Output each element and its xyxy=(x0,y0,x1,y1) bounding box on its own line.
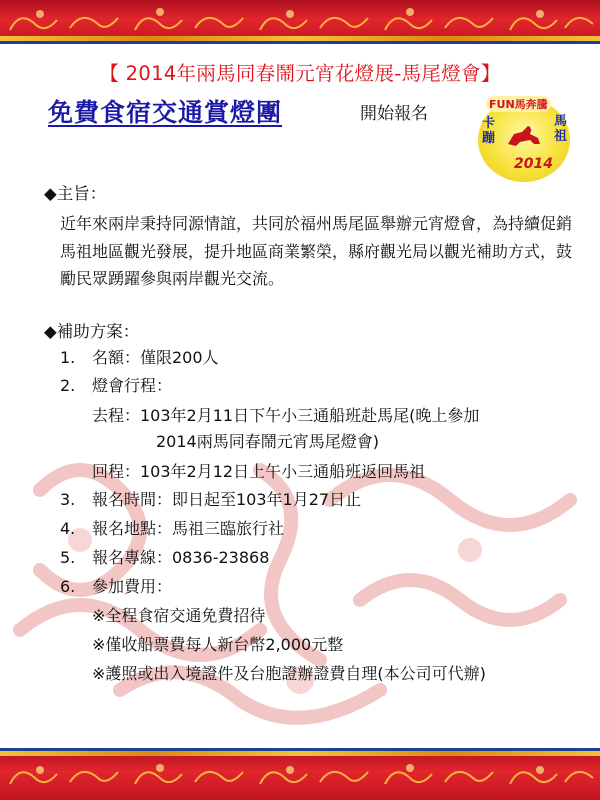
purpose-heading: ◆主旨： xyxy=(44,184,107,203)
registration-open-label: 開始報名 xyxy=(360,104,428,124)
main-title: 免費食宿交通賞燈團 xyxy=(48,98,283,127)
bottom-decorative-border xyxy=(0,748,600,800)
purpose-paragraph: 近年來兩岸秉持同源情誼，共同於福州馬尾區舉辦元宵燈會，為持續促銷馬祖地區觀光發展，提升地區商業繁榮，縣府觀光局以觀光補助方式，鼓勵民眾踴躍參與兩岸觀光交流。 xyxy=(60,214,573,288)
quota-text: 名額：僅限200人 xyxy=(92,348,219,367)
list-item xyxy=(60,487,361,513)
list-item xyxy=(60,516,284,542)
registration-period-text: 報名時間：即日起至103年1月27日止 xyxy=(92,490,362,509)
item-number: 3. xyxy=(60,490,76,509)
list-item xyxy=(60,574,172,600)
list-item xyxy=(60,373,172,399)
item-number: 4. xyxy=(60,519,76,538)
item-number: 2. xyxy=(60,376,76,395)
logo-banner: FUN馬奔騰 xyxy=(486,96,551,112)
list-item xyxy=(60,345,219,371)
list-item xyxy=(60,545,269,571)
event-title: 【 2014年兩馬同春鬧元宵花燈展-馬尾燈會】 xyxy=(99,62,501,85)
cloud-pattern xyxy=(0,748,600,800)
top-decorative-border xyxy=(0,0,600,44)
registration-location-text: 報名地點：馬祖三臨旅行社 xyxy=(92,519,285,538)
fee-note-2: ※僅收船票費每人新台幣2,000元整 xyxy=(92,635,344,654)
plan-heading: ◆補助方案： xyxy=(44,322,140,341)
blue-stripe xyxy=(0,41,600,44)
logo-year: 2014 xyxy=(514,156,553,172)
registration-phone-text: 報名專線：0836-23868 xyxy=(92,548,270,567)
itinerary-text: 燈會行程： xyxy=(92,376,173,395)
horse-icon xyxy=(504,122,544,150)
item-number: 1. xyxy=(60,348,76,367)
fun-matsu-logo xyxy=(468,92,578,184)
item-number: 5. xyxy=(60,548,76,567)
return-line: 回程：103年2月12日上午小三通船班返回馬祖 xyxy=(92,462,426,481)
item-number: 6. xyxy=(60,577,76,596)
outbound-line-2: 2014兩馬同春鬧元宵馬尾燈會) xyxy=(156,432,379,451)
logo-right-text: 馬祖 xyxy=(554,114,568,144)
fee-text: 參加費用： xyxy=(92,577,173,596)
fee-note-1: ※全程食宿交通免費招待 xyxy=(92,606,266,625)
outbound-line-1: 去程：103年2月11日下午小三通船班赴馬尾(晚上參加 xyxy=(92,406,480,425)
fee-note-3: ※護照或出入境證件及台胞證辦證費自理(本公司可代辦) xyxy=(92,664,486,683)
logo-left-text: 卡蹦 xyxy=(482,116,496,146)
